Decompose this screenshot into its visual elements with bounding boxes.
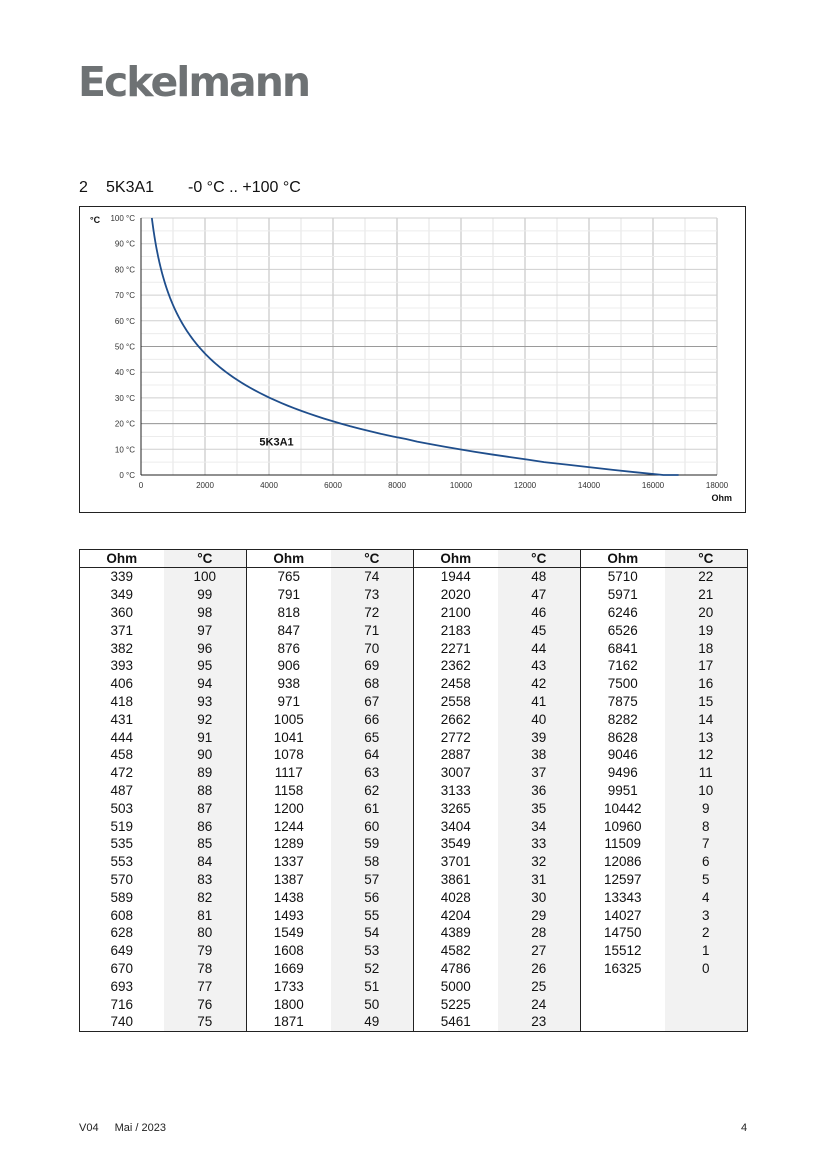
- cell-ohm: 6246: [607, 604, 638, 620]
- cell-deg: 73: [331, 586, 414, 604]
- cell-ohm: 2558: [440, 693, 471, 709]
- cell-deg: 36: [498, 782, 581, 800]
- cell-deg: 86: [164, 817, 247, 835]
- sensor-name: 5K3A1: [106, 179, 155, 196]
- cell-deg: [665, 1013, 748, 1031]
- header-ohm: Ohm: [247, 550, 331, 568]
- table-row: [80, 1013, 748, 1031]
- cell-deg: 57: [331, 871, 414, 889]
- cell-deg: 95: [164, 657, 247, 675]
- cell-deg: [665, 995, 748, 1013]
- cell-ohm: 5225: [440, 996, 471, 1012]
- table-row: [80, 621, 748, 639]
- y-tick-label: 80 °C: [114, 265, 135, 275]
- cell-deg: 39: [498, 728, 581, 746]
- y-tick-label: 50 °C: [114, 342, 135, 352]
- cell-deg: 84: [164, 853, 247, 871]
- table-row: [80, 568, 748, 586]
- cell-deg: 77: [164, 977, 247, 995]
- cell-deg: 88: [164, 782, 247, 800]
- table-row: [80, 799, 748, 817]
- cell-deg: 9: [665, 799, 748, 817]
- cell-deg: 80: [164, 924, 247, 942]
- cell-deg: 94: [164, 675, 247, 693]
- cell-ohm: 4204: [440, 907, 471, 923]
- cell-deg: 55: [331, 906, 414, 924]
- cell-deg: 15: [665, 693, 748, 711]
- cell-deg: 51: [331, 977, 414, 995]
- cell-ohm: 1944: [440, 569, 471, 585]
- x-tick-label: 18000: [705, 481, 729, 490]
- x-tick-label: 10000: [449, 481, 473, 490]
- cell-ohm: 12597: [603, 871, 642, 887]
- cell-deg: 65: [331, 728, 414, 746]
- x-tick-label: 4000: [260, 481, 278, 490]
- cell-ohm: 15512: [603, 943, 642, 959]
- cell-deg: 90: [164, 746, 247, 764]
- cell-ohm: 649: [80, 942, 164, 960]
- cell-deg: 63: [331, 764, 414, 782]
- cell-ohm: 818: [277, 604, 301, 620]
- cell-deg: 44: [498, 639, 581, 657]
- cell-ohm: 360: [80, 604, 164, 622]
- cell-deg: 52: [331, 960, 414, 978]
- cell-deg: 1: [665, 942, 748, 960]
- y-tick-label: 60 °C: [114, 316, 135, 326]
- table-row: [80, 960, 748, 978]
- cell-deg: 89: [164, 764, 247, 782]
- cell-deg: 68: [331, 675, 414, 693]
- cell-deg: 47: [498, 586, 581, 604]
- cell-ohm: 876: [277, 640, 301, 656]
- cell-deg: 0: [665, 960, 748, 978]
- table-row: [80, 817, 748, 835]
- cell-deg: 34: [498, 817, 581, 835]
- cell-ohm: 3861: [440, 871, 471, 887]
- y-tick-label: 100 °C: [110, 214, 135, 223]
- eckelmann-logo: Eckelmann: [78, 58, 310, 106]
- cell-deg: 92: [164, 710, 247, 728]
- cell-deg: 33: [498, 835, 581, 853]
- cell-ohm: 9496: [607, 765, 638, 781]
- x-tick-label: 0: [138, 481, 144, 490]
- cell-ohm: 1117: [274, 765, 303, 781]
- cell-ohm: 1549: [273, 925, 304, 941]
- cell-deg: 26: [498, 960, 581, 978]
- cell-ohm: 2887: [440, 747, 471, 763]
- cell-deg: 24: [498, 995, 581, 1013]
- cell-ohm: 3404: [440, 818, 471, 834]
- cell-deg: 78: [164, 960, 247, 978]
- cell-ohm: 406: [80, 675, 164, 693]
- cell-deg: 56: [331, 888, 414, 906]
- cell-deg: 45: [498, 621, 581, 639]
- cell-ohm: 9046: [607, 747, 638, 763]
- cell-deg: 42: [498, 675, 581, 693]
- x-tick-label: 16000: [641, 481, 665, 490]
- footer-date: Mai / 2023: [114, 1122, 166, 1134]
- cell-deg: 97: [164, 621, 247, 639]
- cell-ohm: 3007: [440, 765, 471, 781]
- cell-deg: 38: [498, 746, 581, 764]
- cell-deg: 35: [498, 799, 581, 817]
- cell-deg: 71: [331, 621, 414, 639]
- cell-deg: 53: [331, 942, 414, 960]
- cell-ohm: 791: [277, 587, 301, 603]
- cell-deg: 32: [498, 853, 581, 871]
- cell-deg: 76: [164, 995, 247, 1013]
- cell-ohm: 2020: [440, 587, 471, 603]
- cell-deg: 85: [164, 835, 247, 853]
- y-tick-label: 40 °C: [114, 368, 135, 378]
- cell-deg: 96: [164, 639, 247, 657]
- table-body: [80, 568, 748, 1032]
- table-row: [80, 906, 748, 924]
- cell-ohm: 553: [80, 853, 164, 871]
- cell-ohm: 1078: [273, 747, 304, 763]
- cell-ohm: 14027: [603, 907, 642, 923]
- cell-ohm: 1289: [273, 836, 304, 852]
- cell-deg: 13: [665, 728, 748, 746]
- cell-deg: 2: [665, 924, 748, 942]
- cell-deg: 25: [498, 977, 581, 995]
- table-row: [80, 853, 748, 871]
- y-tick-label: 0 °C: [119, 471, 135, 480]
- cell-ohm: [580, 1013, 664, 1031]
- cell-ohm: 3549: [440, 836, 471, 852]
- cell-ohm: 16325: [603, 960, 642, 976]
- table-row: [80, 924, 748, 942]
- header-deg: °C: [498, 550, 581, 568]
- cell-deg: 61: [331, 799, 414, 817]
- cell-deg: 70: [331, 639, 414, 657]
- cell-ohm: 371: [80, 621, 164, 639]
- cell-ohm: 1158: [274, 782, 304, 798]
- cell-deg: 79: [164, 942, 247, 960]
- cell-deg: 99: [164, 586, 247, 604]
- cell-deg: 72: [331, 604, 414, 622]
- cell-deg: 4: [665, 888, 748, 906]
- cell-ohm: [580, 977, 664, 995]
- cell-deg: 82: [164, 888, 247, 906]
- cell-deg: 54: [331, 924, 414, 942]
- cell-ohm: 2458: [440, 676, 471, 692]
- cell-ohm: 10442: [603, 800, 642, 816]
- table-row: [80, 977, 748, 995]
- cell-ohm: 3701: [440, 854, 471, 870]
- cell-ohm: 1733: [273, 978, 304, 994]
- cell-ohm: 1337: [273, 854, 304, 870]
- y-axis-label: °C: [90, 215, 101, 225]
- cell-deg: 67: [331, 693, 414, 711]
- resistance-table: [79, 549, 748, 1032]
- cell-deg: 49: [331, 1013, 414, 1031]
- cell-deg: 19: [665, 621, 748, 639]
- cell-ohm: 9951: [607, 782, 638, 798]
- cell-ohm: 4786: [440, 960, 471, 976]
- cell-ohm: 2183: [440, 622, 471, 638]
- cell-deg: 23: [498, 1013, 581, 1031]
- cell-ohm: 740: [80, 1013, 164, 1031]
- cell-ohm: 1438: [273, 889, 304, 905]
- cell-ohm: 1669: [273, 960, 304, 976]
- table-row: [80, 764, 748, 782]
- cell-ohm: 487: [80, 782, 164, 800]
- cell-ohm: 14750: [603, 925, 642, 941]
- cell-ohm: 847: [277, 622, 301, 638]
- cell-ohm: 3133: [440, 782, 471, 798]
- cell-deg: 81: [164, 906, 247, 924]
- cell-deg: 69: [331, 657, 414, 675]
- table-row: [80, 995, 748, 1013]
- cell-ohm: 2362: [440, 658, 471, 674]
- cell-ohm: 12086: [603, 854, 642, 870]
- cell-deg: 59: [331, 835, 414, 853]
- table-row: [80, 835, 748, 853]
- y-tick-label: 30 °C: [114, 393, 135, 403]
- x-axis-label: Ohm: [711, 493, 732, 503]
- cell-ohm: 349: [80, 586, 164, 604]
- y-tick-label: 20 °C: [114, 419, 135, 429]
- page-number: 4: [741, 1122, 748, 1134]
- cell-ohm: 5710: [607, 569, 638, 585]
- cell-ohm: 6841: [607, 640, 638, 656]
- cell-ohm: 1608: [273, 943, 304, 959]
- x-tick-label: 2000: [196, 481, 214, 490]
- cell-ohm: 5971: [607, 587, 638, 603]
- cell-ohm: 4582: [440, 943, 471, 959]
- cell-deg: 50: [331, 995, 414, 1013]
- cell-ohm: 2271: [440, 640, 471, 656]
- cell-ohm: 938: [277, 676, 301, 692]
- table-row: [80, 710, 748, 728]
- x-tick-label: 6000: [324, 481, 342, 490]
- cell-ohm: 458: [80, 746, 164, 764]
- cell-ohm: 716: [80, 995, 164, 1013]
- cell-deg: 7: [665, 835, 748, 853]
- cell-deg: 5: [665, 871, 748, 889]
- cell-ohm: 589: [80, 888, 164, 906]
- cell-deg: 22: [665, 568, 748, 586]
- cell-deg: 62: [331, 782, 414, 800]
- cell-deg: 29: [498, 906, 581, 924]
- cell-ohm: 1387: [273, 871, 304, 887]
- x-tick-label: 8000: [388, 481, 406, 490]
- table-row: [80, 942, 748, 960]
- cell-deg: 12: [665, 746, 748, 764]
- cell-ohm: 1244: [273, 818, 304, 834]
- table-row: [80, 693, 748, 711]
- header-deg: °C: [164, 550, 247, 568]
- characteristic-chart: [79, 206, 746, 513]
- cell-ohm: 2662: [440, 711, 471, 727]
- cell-deg: 16: [665, 675, 748, 693]
- table-header-row: [80, 550, 748, 568]
- cell-deg: 31: [498, 871, 581, 889]
- footer-info: [79, 1122, 182, 1134]
- table-row: [80, 728, 748, 746]
- table-row: [80, 782, 748, 800]
- cell-ohm: 10960: [603, 818, 642, 834]
- cell-ohm: 1041: [273, 729, 304, 745]
- cell-deg: 27: [498, 942, 581, 960]
- cell-deg: 91: [164, 728, 247, 746]
- cell-ohm: 628: [80, 924, 164, 942]
- cell-deg: 98: [164, 604, 247, 622]
- cell-deg: 21: [665, 586, 748, 604]
- cell-deg: 64: [331, 746, 414, 764]
- y-tick-label: 90 °C: [114, 239, 135, 249]
- cell-deg: 14: [665, 710, 748, 728]
- cell-ohm: 444: [80, 728, 164, 746]
- cell-deg: 83: [164, 871, 247, 889]
- cell-ohm: 382: [80, 639, 164, 657]
- cell-ohm: 608: [80, 906, 164, 924]
- cell-ohm: 4389: [440, 925, 471, 941]
- cell-deg: 3: [665, 906, 748, 924]
- table-row: [80, 675, 748, 693]
- cell-ohm: 971: [277, 693, 301, 709]
- cell-ohm: 7162: [607, 658, 638, 674]
- cell-ohm: 1800: [273, 996, 304, 1012]
- cell-ohm: 4028: [440, 889, 471, 905]
- cell-deg: 37: [498, 764, 581, 782]
- cell-ohm: 670: [80, 960, 164, 978]
- header-deg: °C: [665, 550, 748, 568]
- cell-ohm: 1200: [273, 800, 304, 816]
- table-row: [80, 871, 748, 889]
- cell-deg: 8: [665, 817, 748, 835]
- cell-ohm: 5461: [414, 1013, 498, 1031]
- cell-deg: 30: [498, 888, 581, 906]
- cell-deg: 43: [498, 657, 581, 675]
- cell-ohm: 535: [80, 835, 164, 853]
- table-row: [80, 746, 748, 764]
- cell-ohm: 8282: [607, 711, 638, 727]
- chart-svg: [80, 207, 745, 512]
- cell-deg: 48: [498, 568, 581, 586]
- cell-deg: 40: [498, 710, 581, 728]
- table-row: [80, 604, 748, 622]
- table-row: [80, 888, 748, 906]
- cell-ohm: 8628: [607, 729, 638, 745]
- x-tick-label: 14000: [577, 481, 601, 490]
- header-ohm: Ohm: [580, 550, 664, 568]
- header-ohm: Ohm: [80, 550, 164, 568]
- cell-deg: 75: [164, 1013, 247, 1031]
- cell-ohm: 1871: [247, 1013, 331, 1031]
- cell-deg: 66: [331, 710, 414, 728]
- cell-deg: 6: [665, 853, 748, 871]
- series-annotation: 5K3A1: [259, 436, 294, 449]
- footer-version: V04: [79, 1122, 99, 1134]
- cell-ohm: 13343: [603, 889, 642, 905]
- header-deg: °C: [331, 550, 414, 568]
- cell-ohm: 765: [277, 569, 301, 585]
- cell-deg: 18: [665, 639, 748, 657]
- cell-ohm: 1005: [273, 711, 304, 727]
- y-tick-label: 70 °C: [114, 291, 135, 301]
- cell-deg: 58: [331, 853, 414, 871]
- cell-ohm: 7875: [607, 693, 638, 709]
- section-heading: [79, 179, 301, 197]
- table-row: [80, 586, 748, 604]
- cell-ohm: 472: [80, 764, 164, 782]
- cell-ohm: 3265: [440, 800, 471, 816]
- cell-deg: 11: [665, 764, 748, 782]
- section-number: 2: [79, 179, 88, 196]
- cell-ohm: 6526: [607, 622, 638, 638]
- table-row: [80, 639, 748, 657]
- cell-deg: 28: [498, 924, 581, 942]
- cell-deg: 46: [498, 604, 581, 622]
- cell-deg: 17: [665, 657, 748, 675]
- cell-deg: 93: [164, 693, 247, 711]
- cell-ohm: 906: [277, 658, 301, 674]
- cell-ohm: 693: [80, 977, 164, 995]
- cell-ohm: 418: [80, 693, 164, 711]
- header-ohm: Ohm: [414, 550, 498, 568]
- cell-ohm: [580, 995, 664, 1013]
- cell-ohm: 5000: [440, 978, 471, 994]
- cell-ohm: 1493: [273, 907, 304, 923]
- cell-deg: 41: [498, 693, 581, 711]
- cell-ohm: 519: [80, 817, 164, 835]
- cell-ohm: 339: [80, 568, 164, 586]
- cell-ohm: 570: [80, 871, 164, 889]
- cell-deg: 100: [164, 568, 247, 586]
- y-tick-label: 10 °C: [114, 445, 135, 455]
- cell-deg: [665, 977, 748, 995]
- cell-ohm: 431: [80, 710, 164, 728]
- cell-deg: 60: [331, 817, 414, 835]
- table-row: [80, 657, 748, 675]
- cell-ohm: 503: [80, 799, 164, 817]
- cell-deg: 20: [665, 604, 748, 622]
- temperature-range: -0 °C .. +100 °C: [188, 179, 301, 196]
- cell-deg: 74: [331, 568, 414, 586]
- cell-ohm: 7500: [607, 676, 638, 692]
- cell-ohm: 11509: [604, 836, 642, 852]
- cell-ohm: 2772: [440, 729, 471, 745]
- x-tick-label: 12000: [513, 481, 537, 490]
- cell-deg: 10: [665, 782, 748, 800]
- cell-deg: 87: [164, 799, 247, 817]
- cell-ohm: 2100: [440, 604, 471, 620]
- cell-ohm: 393: [80, 657, 164, 675]
